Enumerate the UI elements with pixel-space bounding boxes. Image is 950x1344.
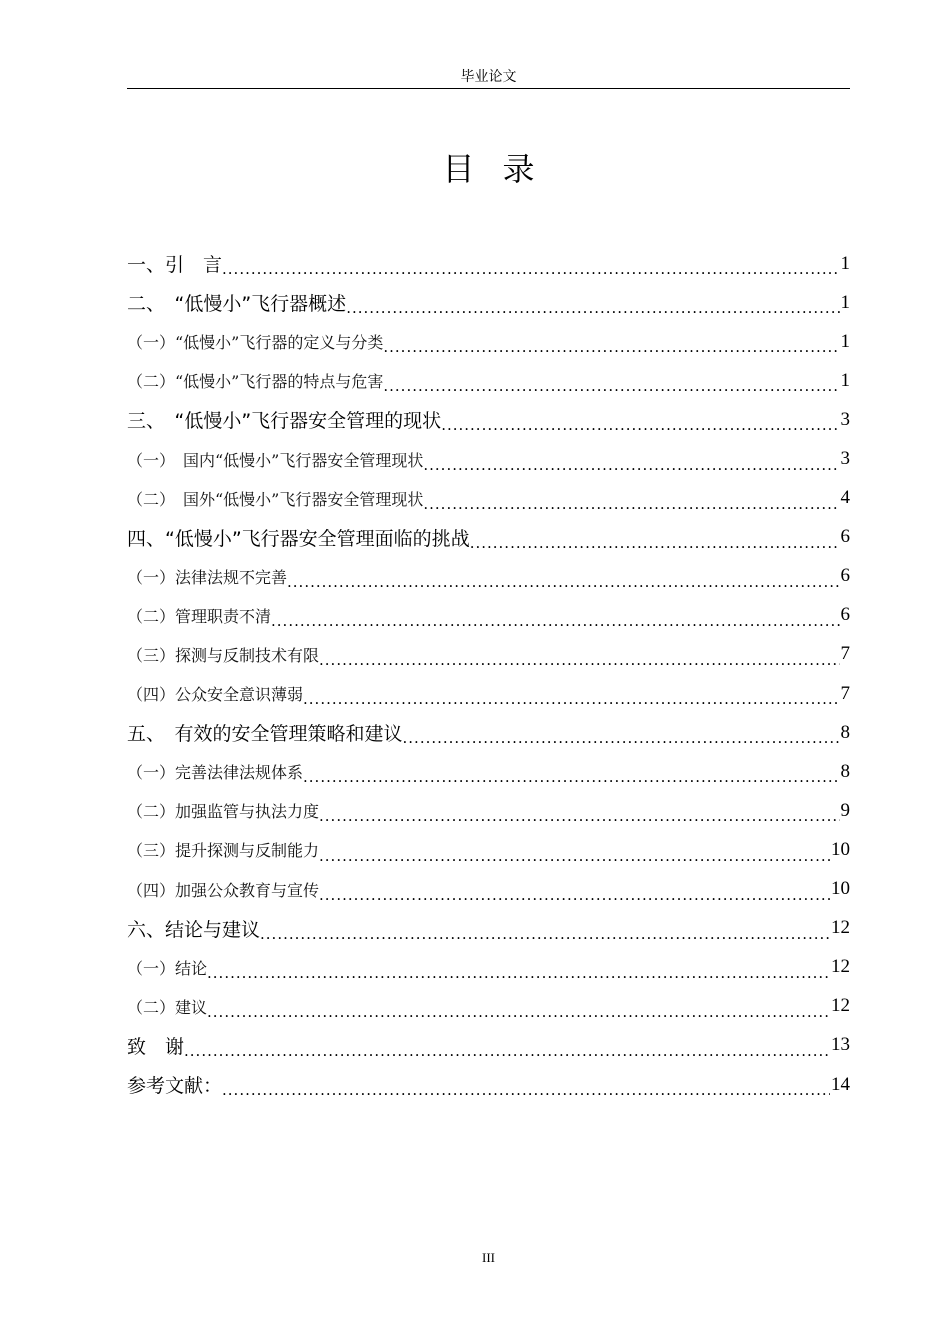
toc-page-number: 12 xyxy=(831,917,850,939)
toc-page-number: 9 xyxy=(840,799,850,821)
toc-page-number: 8 xyxy=(840,721,850,743)
toc-entry[interactable] xyxy=(127,439,850,478)
toc-entry-title: （二）建议 xyxy=(127,997,208,1017)
toc-entry[interactable] xyxy=(127,518,850,557)
toc-entry-title: （一）“低慢小”飞行器的定义与分类 xyxy=(127,333,384,353)
toc-page-number: 6 xyxy=(840,565,850,587)
toc-entry-title: （三）提升探测与反制能力 xyxy=(127,841,320,861)
toc-entry-title: （二）“低慢小”飞行器的特点与危害 xyxy=(127,372,384,392)
toc-entry[interactable] xyxy=(127,909,850,948)
toc-dot-leader xyxy=(303,772,839,791)
toc-entry[interactable] xyxy=(127,400,850,439)
toc-entry-title: （一） 国内“低慢小”飞行器安全管理现状 xyxy=(127,450,424,470)
toc-entry-title: （一）法律法规不完善 xyxy=(127,567,288,587)
toc-entry-title: 五、 有效的安全管理策略和建议 xyxy=(127,723,403,746)
toc-entry-title: 致 谢 xyxy=(127,1035,185,1058)
toc-entry[interactable] xyxy=(127,635,850,674)
toc-entry-title: 一、引 言 xyxy=(127,254,223,277)
toc-entry-title: （二）加强监管与执法力度 xyxy=(127,802,320,822)
header-rule xyxy=(127,88,850,89)
toc-entry-title: 参考文献： xyxy=(127,1075,223,1098)
toc-page-number: 12 xyxy=(831,995,850,1017)
page-number: III xyxy=(482,1250,495,1265)
toc-title: 目录 xyxy=(442,150,563,189)
toc-entry[interactable] xyxy=(127,752,850,791)
toc-entry[interactable] xyxy=(127,322,850,361)
toc-entry[interactable] xyxy=(127,244,850,283)
toc-page-number: 6 xyxy=(840,604,850,626)
toc-entry[interactable] xyxy=(127,557,850,596)
toc-page-number: 14 xyxy=(831,1073,850,1095)
toc-dot-leader xyxy=(207,1007,830,1026)
toc-entry[interactable] xyxy=(127,1065,850,1104)
toc-entry-title: 三、 “低慢小”飞行器安全管理的现状 xyxy=(127,410,442,433)
toc-dot-leader xyxy=(403,733,840,752)
toc-dot-leader xyxy=(271,616,839,635)
toc-page-number: 13 xyxy=(831,1034,850,1056)
toc-entry-title: 六、结论与建议 xyxy=(127,918,261,941)
toc-page-number: 10 xyxy=(831,878,850,900)
toc-entry-title: （二） 国外“低慢小”飞行器安全管理现状 xyxy=(127,489,424,509)
toc-page-number: 1 xyxy=(840,291,850,313)
toc-entry[interactable] xyxy=(127,830,850,869)
toc-page-number: 7 xyxy=(840,682,850,704)
page-header: 毕业论文 xyxy=(460,69,517,85)
toc-entry[interactable] xyxy=(127,1026,850,1065)
table-of-contents xyxy=(127,244,850,1104)
toc-dot-leader xyxy=(222,264,839,283)
toc-dot-leader xyxy=(303,694,839,713)
toc-page-number: 1 xyxy=(840,252,850,274)
toc-entry-title: （四）公众安全意识薄弱 xyxy=(127,685,304,705)
toc-entry[interactable] xyxy=(127,791,850,830)
toc-entry[interactable] xyxy=(127,596,850,635)
toc-page-number: 7 xyxy=(840,643,850,665)
toc-entry[interactable] xyxy=(127,987,850,1026)
toc-entry-title: （三）探测与反制技术有限 xyxy=(127,645,320,665)
toc-dot-leader xyxy=(222,1085,830,1104)
toc-page-number: 4 xyxy=(840,487,850,509)
toc-dot-leader xyxy=(184,1046,830,1065)
toc-entry-title: （四）加强公众教育与宣传 xyxy=(127,880,320,900)
toc-page-number: 3 xyxy=(840,448,850,470)
toc-entry-title: （一）完善法律法规体系 xyxy=(127,763,304,783)
toc-entry[interactable] xyxy=(127,713,850,752)
toc-page-number: 6 xyxy=(840,526,850,548)
toc-dot-leader xyxy=(346,303,839,322)
toc-page-number: 8 xyxy=(840,760,850,782)
toc-entry-title: （二）管理职责不清 xyxy=(127,606,272,626)
toc-dot-leader xyxy=(383,381,839,400)
toc-dot-leader xyxy=(423,460,839,479)
toc-entry[interactable] xyxy=(127,283,850,322)
toc-page-number: 1 xyxy=(840,369,850,391)
toc-dot-leader xyxy=(383,342,839,361)
toc-dot-leader xyxy=(319,890,830,909)
toc-entry[interactable] xyxy=(127,948,850,987)
toc-dot-leader xyxy=(319,655,839,674)
toc-entry[interactable] xyxy=(127,361,850,400)
toc-entry-title: 二、 “低慢小”飞行器概述 xyxy=(127,293,347,316)
toc-entry-title: 四、“低慢小”飞行器安全管理面临的挑战 xyxy=(127,527,470,550)
toc-dot-leader xyxy=(287,577,839,596)
toc-page-number: 10 xyxy=(831,838,850,860)
toc-dot-leader xyxy=(207,968,830,987)
toc-page-number: 12 xyxy=(831,956,850,978)
toc-dot-leader xyxy=(319,811,839,830)
toc-dot-leader xyxy=(260,929,830,948)
toc-dot-leader xyxy=(441,420,839,439)
toc-entry[interactable] xyxy=(127,674,850,713)
toc-page-number: 1 xyxy=(840,330,850,352)
toc-dot-leader xyxy=(470,538,840,557)
toc-entry[interactable] xyxy=(127,479,850,518)
toc-entry[interactable] xyxy=(127,870,850,909)
toc-page-number: 3 xyxy=(840,408,850,430)
toc-entry-title: （一）结论 xyxy=(127,958,208,978)
toc-dot-leader xyxy=(319,851,830,870)
toc-dot-leader xyxy=(423,499,839,518)
